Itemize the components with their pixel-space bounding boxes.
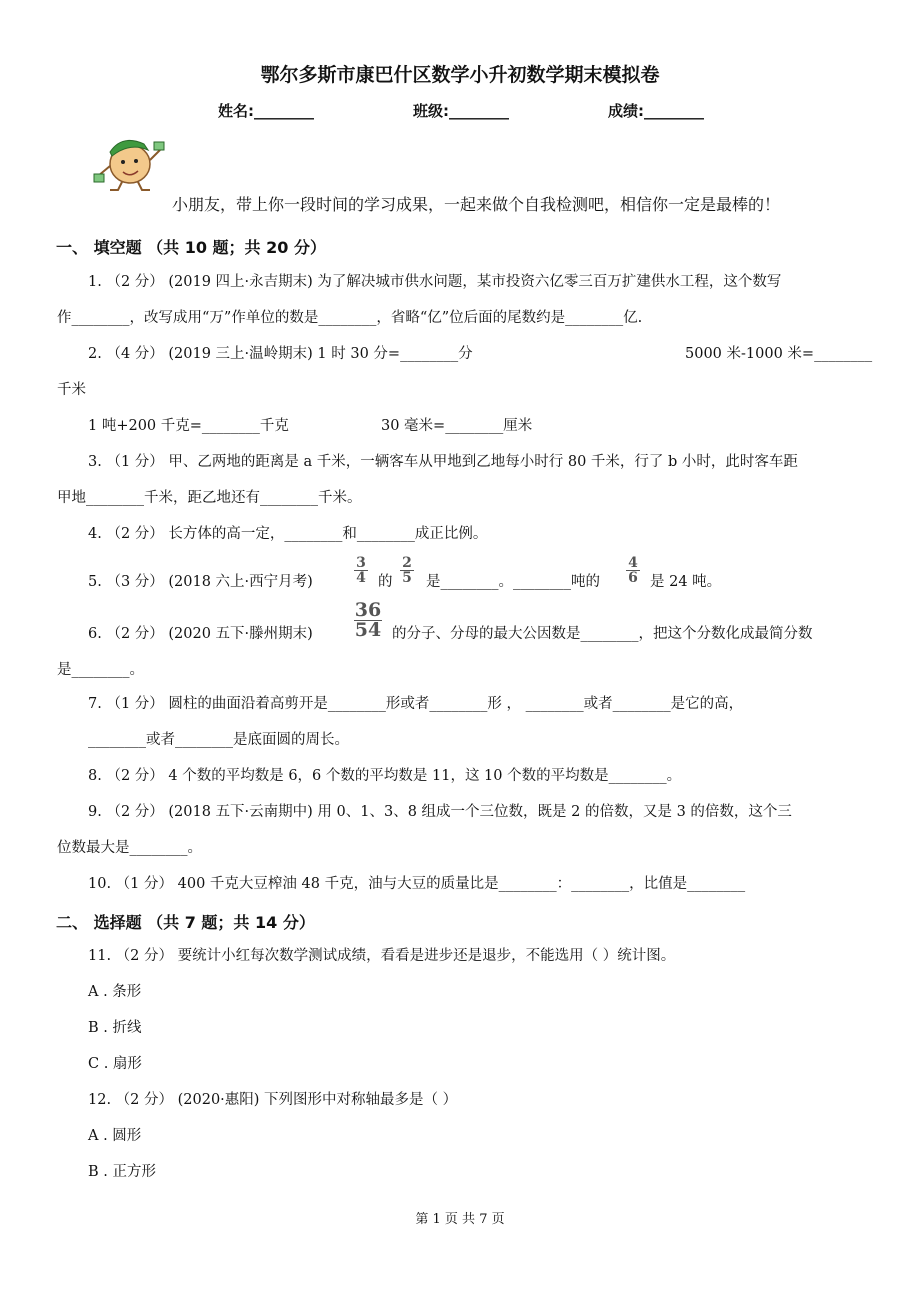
fraction-2-5: [400, 556, 414, 585]
question-8: 8. （2 分） 4 个数的平均数是 6，6 个数的平均数是 11，这 10 个数的平均数是________。: [88, 768, 682, 784]
page-title: 鄂尔多斯市康巴什区数学小升初数学期末模拟卷: [260, 64, 660, 86]
fraction-numerator: 3: [356, 555, 366, 571]
question-5-part-3: 是________。________吨的: [426, 574, 600, 590]
fraction-3-4: [354, 556, 368, 585]
question-4: 4. （2 分） 长方体的高一定，________和________成正比例。: [88, 526, 488, 542]
question-9-line-2: 位数最大是________。: [57, 840, 202, 856]
question-1-line-1: 1. （2 分） (2019 四上·永吉期末) 为了解决城市供水问题，某市投资六亿零三百万扩建供水工程，这个数写: [88, 274, 782, 290]
fraction-numerator: 4: [628, 555, 638, 571]
question-5-part-1: 5. （3 分） (2018 六上·西宁月考): [88, 574, 313, 590]
fraction-numerator: 2: [402, 555, 412, 571]
question-12: 12. （2 分） (2020·惠阳) 下列图形中对称轴最多是（ ）: [88, 1092, 458, 1108]
fraction-denominator: 5: [400, 570, 414, 585]
question-2-line-2: 5000 米-1000 米=________: [685, 346, 873, 362]
question-7-line-2: ________或者________是底面圆的周长。: [88, 732, 349, 748]
question-6-part-1: 6. （2 分） (2020 五下·滕州期末): [88, 626, 313, 642]
fraction-4-6: [626, 556, 640, 585]
question-3-line-2: 甲地________千米，距乙地还有________千米。: [57, 490, 362, 506]
class-field: 班级:________: [413, 102, 509, 120]
score-field: 成绩:________: [608, 102, 704, 120]
question-5-part-2: 的: [378, 574, 393, 590]
question-10: 10. （1 分） 400 千克大豆榨油 48 千克，油与大豆的质量比是________：________，比值是________: [88, 876, 746, 892]
section-title-choice: 二、 选择题 （共 7 题；共 14 分）: [56, 913, 315, 932]
question-12-option-a[interactable]: A . 圆形: [88, 1128, 142, 1144]
question-9-line-1: 9. （2 分） (2018 五下·云南期中) 用 0、1、3、8 组成一个三位数，既是 2 的倍数，又是 3 的倍数，这个三: [88, 804, 792, 820]
question-11-option-a[interactable]: A . 条形: [88, 984, 142, 1000]
fraction-denominator: 4: [354, 570, 368, 585]
question-2-line-5: 30 毫米=________厘米: [381, 418, 533, 434]
question-5-part-4: 是 24 吨。: [650, 574, 722, 590]
question-7-line-1: 7. （1 分） 圆柱的曲面沿着高剪开是________形或者________形 ， ________或者________是它的高，: [88, 696, 744, 712]
question-12-option-b[interactable]: B . 正方形: [88, 1164, 156, 1180]
question-11: 11. （2 分） 要统计小红每次数学测试成绩，看看是进步还是退步，不能选用（ ）统计图。: [88, 948, 676, 964]
greeting-text: 小朋友，带上你一段时间的学习成果，一起来做个自我检测吧，相信你一定是最棒的！: [172, 195, 781, 214]
question-2-line-3: 千米: [57, 382, 86, 398]
question-1-line-2: 作________，改写成用“万”作单位的数是________，省略“亿”位后面的尾数约是________亿.: [57, 310, 643, 326]
question-2-line-1: 2. （4 分） (2019 三上·温岭期末) 1 时 30 分=________分: [88, 346, 473, 362]
question-11-option-b[interactable]: B . 折线: [88, 1020, 142, 1036]
name-field: 姓名:________: [218, 102, 314, 120]
question-11-option-c[interactable]: C . 扇形: [88, 1056, 142, 1072]
question-6-line-2: 是________。: [57, 662, 144, 678]
section-title-fill-blank: 一、 填空题 （共 10 题；共 20 分）: [56, 238, 326, 257]
mascot-icon: [92, 128, 168, 194]
question-2-line-4: 1 吨+200 千克=________千克: [88, 418, 289, 434]
fraction-numerator: 36: [354, 599, 382, 621]
fraction-denominator: 6: [626, 570, 640, 585]
fraction-denominator: 54: [354, 619, 382, 641]
question-6-part-2: 的分子、分母的最大公因数是________，把这个分数化成最简分数: [392, 626, 813, 642]
fraction-36-54: [354, 601, 382, 640]
question-3-line-1: 3. （1 分） 甲、乙两地的距离是 a 千米，一辆客车从甲地到乙地每小时行 80 千米，行了 b 小时，此时客车距: [88, 454, 798, 470]
page-footer: 第 1 页 共 7 页: [415, 1212, 505, 1227]
